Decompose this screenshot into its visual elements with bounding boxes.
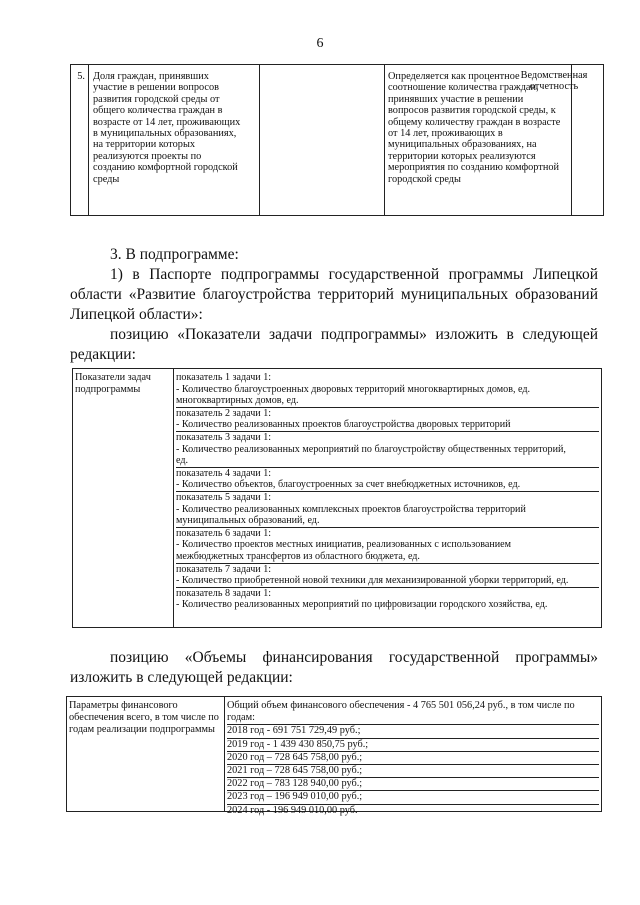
indicator-line: муниципальных образований, ед.	[176, 515, 320, 527]
indicator-line: многоквартирных домов, ед.	[176, 395, 299, 407]
indicator-line: - Количество благоустроенных дворовых территорий многоквартирных домов, ед.	[176, 383, 531, 395]
indicator-line: - Количество реализованных комплексных проектов благоустройства территорий	[176, 503, 526, 515]
position2-line1: позицию «Объемы финансирования государственной программы»	[110, 649, 598, 666]
indicators-list	[174, 369, 601, 627]
indicator-line: показатель 5 задачи 1:	[176, 491, 272, 503]
indicator-line: - Количество проектов местных инициатив, реализованных с использованием	[176, 539, 512, 551]
indicator-line: межбюджетных трансфертов из областного бюджета, ед.	[176, 550, 420, 562]
empty-cell	[260, 65, 385, 215]
financing-table	[66, 696, 602, 816]
subprogram-indicators-table	[72, 368, 602, 628]
position1-line2: редакции:	[70, 346, 136, 363]
section-heading: 3. В подпрограмме:	[110, 246, 239, 263]
indicator-line: - Количество реализованных мероприятий по цифровизации городского хозяйства, ед.	[176, 599, 548, 611]
indicator-name: Доля граждан, принявших участие в решении вопросов развития городской среды от общего количества граждан в возрасте от 14 лет, проживающих в муниципальных образованиях, на территории которых реализуются проекты по созданию комфортной городской среды	[89, 65, 260, 215]
position1-line1: позицию «Показатели задачи подпрограммы» изложить в следующей	[110, 326, 598, 343]
page-number: 6	[316, 36, 324, 51]
indicator-line: ед.	[176, 455, 189, 467]
item1-line2: области «Развитие благоустройства территорий муниципальных образований	[70, 286, 598, 303]
indicator-line: показатель 8 задачи 1:	[176, 587, 272, 599]
row-number: 5.	[71, 65, 89, 215]
indicator-line: показатель 3 задачи 1:	[176, 431, 272, 443]
indicator-line: показатель 6 задачи 1:	[176, 527, 272, 539]
financing-label: Параметры финансового обеспечения всего, в том числе по годам реализации подпрограммы	[67, 697, 225, 811]
indicator-line: - Количество реализованных проектов благоустройства дворовых территорий	[176, 419, 511, 431]
data-source: Ведомственная отчетность	[520, 70, 588, 93]
item1-line3: Липецкой области»:	[70, 306, 203, 323]
indicator-line: показатель 7 задачи 1:	[176, 563, 272, 575]
indicator-line: показатель 4 задачи 1:	[176, 467, 272, 479]
item1-line1: 1) в Паспорте подпрограммы государственной программы Липецкой	[110, 266, 598, 283]
calculation-method: Определяется как процентное соотношение количества граждан, принявших участие в решении вопросов развития городской среды, к общему количеству граждан в возрасте от 14 лет, проживающих в муниципальных образованиях, на территории которых реализуются мероприятия по созданию комфортной городской среды	[384, 65, 572, 215]
indicator-line: показатель 1 задачи 1:	[176, 372, 272, 383]
indicators-label: Показатели задач подпрограммы	[73, 369, 174, 627]
indicator-line: - Количество объектов, благоустроенных за счет внебюджетных источников, ед.	[176, 479, 521, 491]
indicator-line: - Количество приобретенной новой техники для механизированной уборки территорий, ед.	[176, 575, 569, 587]
position2-line2: изложить в следующей редакции:	[70, 669, 293, 686]
financing-values: Общий объем финансового обеспечения - 4 765 501 056,24 руб., в том числе по годам: 2018 год - 691 751 729,49 руб.; 2019 год - 1 439 430 850,75 руб.; 2020 год – 728 645 758,00 руб.; 2021 год – 728 645 758,00 руб.; 2022 год – 783 128 940,00 руб.; 2023 год – 196 949 010,00 руб.; 2024 год - 196 949 010,00 руб.	[225, 697, 601, 811]
indicator-line: - Количество реализованных мероприятий по благоустройству общественных территорий,	[176, 443, 566, 455]
indicator-line: показатель 2 задачи 1:	[176, 407, 272, 419]
